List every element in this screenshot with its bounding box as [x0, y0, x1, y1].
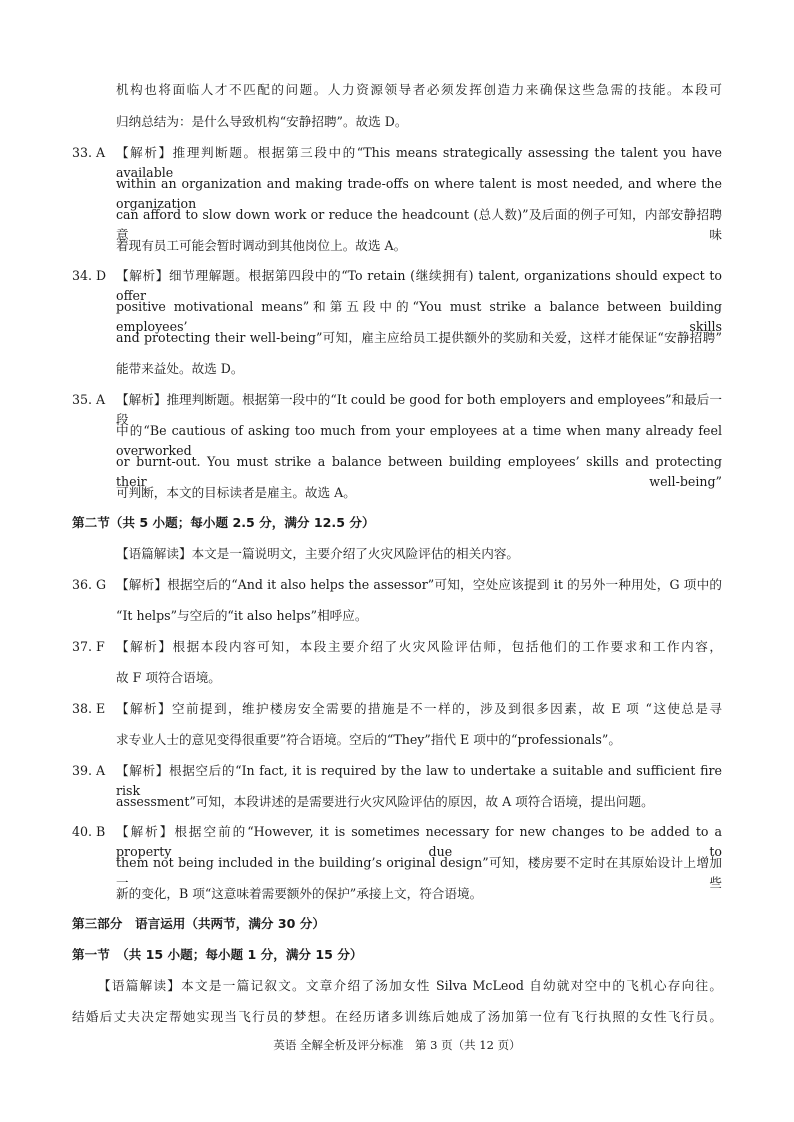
question-34-number: 34. D	[72, 268, 107, 283]
part-3-heading: 第三部分 语言运用（共两节，满分 30 分）	[72, 916, 325, 931]
question-40-line-1: 【解析】根据空前的“However, it is sometimes necessary for new changes to be added to a property due to	[116, 824, 722, 859]
question-33-line-4: 着现有员工可能会暂时调动到其他岗位上。故选 A。	[116, 238, 407, 253]
question-33-number: 33. A	[72, 145, 106, 160]
question-38-line-1: 【解析】空前提到，维护楼房安全需要的措施是不一样的，涉及到很多因素，故 E 项 “这使总是寻	[116, 701, 722, 716]
question-35-number: 35. A	[72, 392, 106, 407]
question-37-line-1: 【解析】根据本段内容可知，本段主要介绍了火灾风险评估师，包括他们的工作要求和工作内容，	[116, 639, 722, 654]
continuation-line-1: 机构也将面临人才不匹配的问题。人力资源领导者必须发挥创造力来确保这些急需的技能。本段可	[116, 82, 722, 97]
section-2-heading: 第二节（共 5 小题；每小题 2.5 分，满分 12.5 分）	[72, 515, 375, 530]
question-33-line-2: within an organization and making trade-offs on where talent is most needed, and where the organization	[116, 176, 722, 211]
question-35-line-3: or burnt-out. You must strike a balance between building employees’ skills and protecting their well-being”	[116, 454, 722, 489]
question-37-number: 37. F	[72, 639, 105, 654]
question-40-number: 40. B	[72, 824, 106, 839]
question-34-line-4: 能带来益处。故选 D。	[116, 361, 244, 376]
part-3-section-1-heading: 第一节 （共 15 小题；每小题 1 分，满分 15 分）	[72, 947, 363, 962]
question-36-number: 36. G	[72, 577, 107, 592]
question-39-line-1: 【解析】根据空后的“In fact, it is required by the law to undertake a suitable and sufficient fire risk	[116, 763, 722, 798]
question-34-line-1: 【解析】细节理解题。根据第四段中的“To retain (继续拥有) talent, organizations should expect to offer	[116, 268, 722, 303]
question-34-line-2: positive motivational means”和第五段中的“You must strike a balance between building employees’ skills	[116, 299, 722, 334]
question-34-line-3: and protecting their well-being”可知，雇主应给员工提供额外的奖励和关爱，这样才能保证“安静招聘”	[116, 330, 722, 345]
question-38-number: 38. E	[72, 701, 106, 716]
page-footer: 英语 全解全析及评分标准 第 3 页（共 12 页）	[273, 1038, 521, 1052]
question-36-line-1: 【解析】根据空后的“And it also helps the assessor”可知，空处应该提到 it 的另外一种用处，G 项中的	[116, 577, 722, 592]
question-35-line-2: 中的“Be cautious of asking too much from your employees at a time when many already feel overworked	[116, 423, 722, 458]
continuation-line-2: 归纳总结为：是什么导致机构“安静招聘”。故选 D。	[116, 114, 408, 129]
question-33-line-3: can afford to slow down work or reduce the headcount (总人数)”及后面的例子可知，内部安静招聘意味	[116, 207, 722, 242]
section-2-summary: 【语篇解读】本文是一篇说明文，主要介绍了火灾风险评估的相关内容。	[116, 546, 519, 561]
question-39-number: 39. A	[72, 763, 106, 778]
question-37-line-2: 故 F 项符合语境。	[116, 670, 221, 685]
question-36-line-2: “It helps”与空后的“it also helps”相呼应。	[116, 608, 368, 623]
part-3-summary-line-2: 结婚后丈夫决定帮她实现当飞行员的梦想。在经历诸多训练后她成了汤加第一位有飞行执照的女性飞行员。	[72, 1009, 722, 1024]
question-40-line-2: them not being included in the building’s original design”可知，楼房要不定时在其原始设计上增加一些	[116, 855, 722, 890]
question-33-line-1: 【解析】推理判断题。根据第三段中的“This means strategically assessing the talent you have available	[116, 145, 722, 180]
question-35-line-4: 可判断，本文的目标读者是雇主。故选 A。	[116, 485, 356, 500]
question-40-line-3: 新的变化，B 项“这意味着需要额外的保护”承接上文，符合语境。	[116, 886, 483, 901]
part-3-summary-line-1: 【语篇解读】本文是一篇记叙文。文章介绍了汤加女性 Silva McLeod 自幼就对空中的飞机心存向往。	[98, 978, 722, 993]
question-35-line-1: 【解析】推理判断题。根据第一段中的“It could be good for both employers and employees”和最后一段	[116, 392, 722, 427]
question-39-line-2: assessment”可知，本段讲述的是需要进行火灾风险评估的原因，故 A 项符合语境，提出问题。	[116, 794, 654, 809]
question-38-line-2: 求专业人士的意见变得很重要”符合语境。空后的“They”指代 E 项中的“professionals”。	[116, 732, 621, 747]
